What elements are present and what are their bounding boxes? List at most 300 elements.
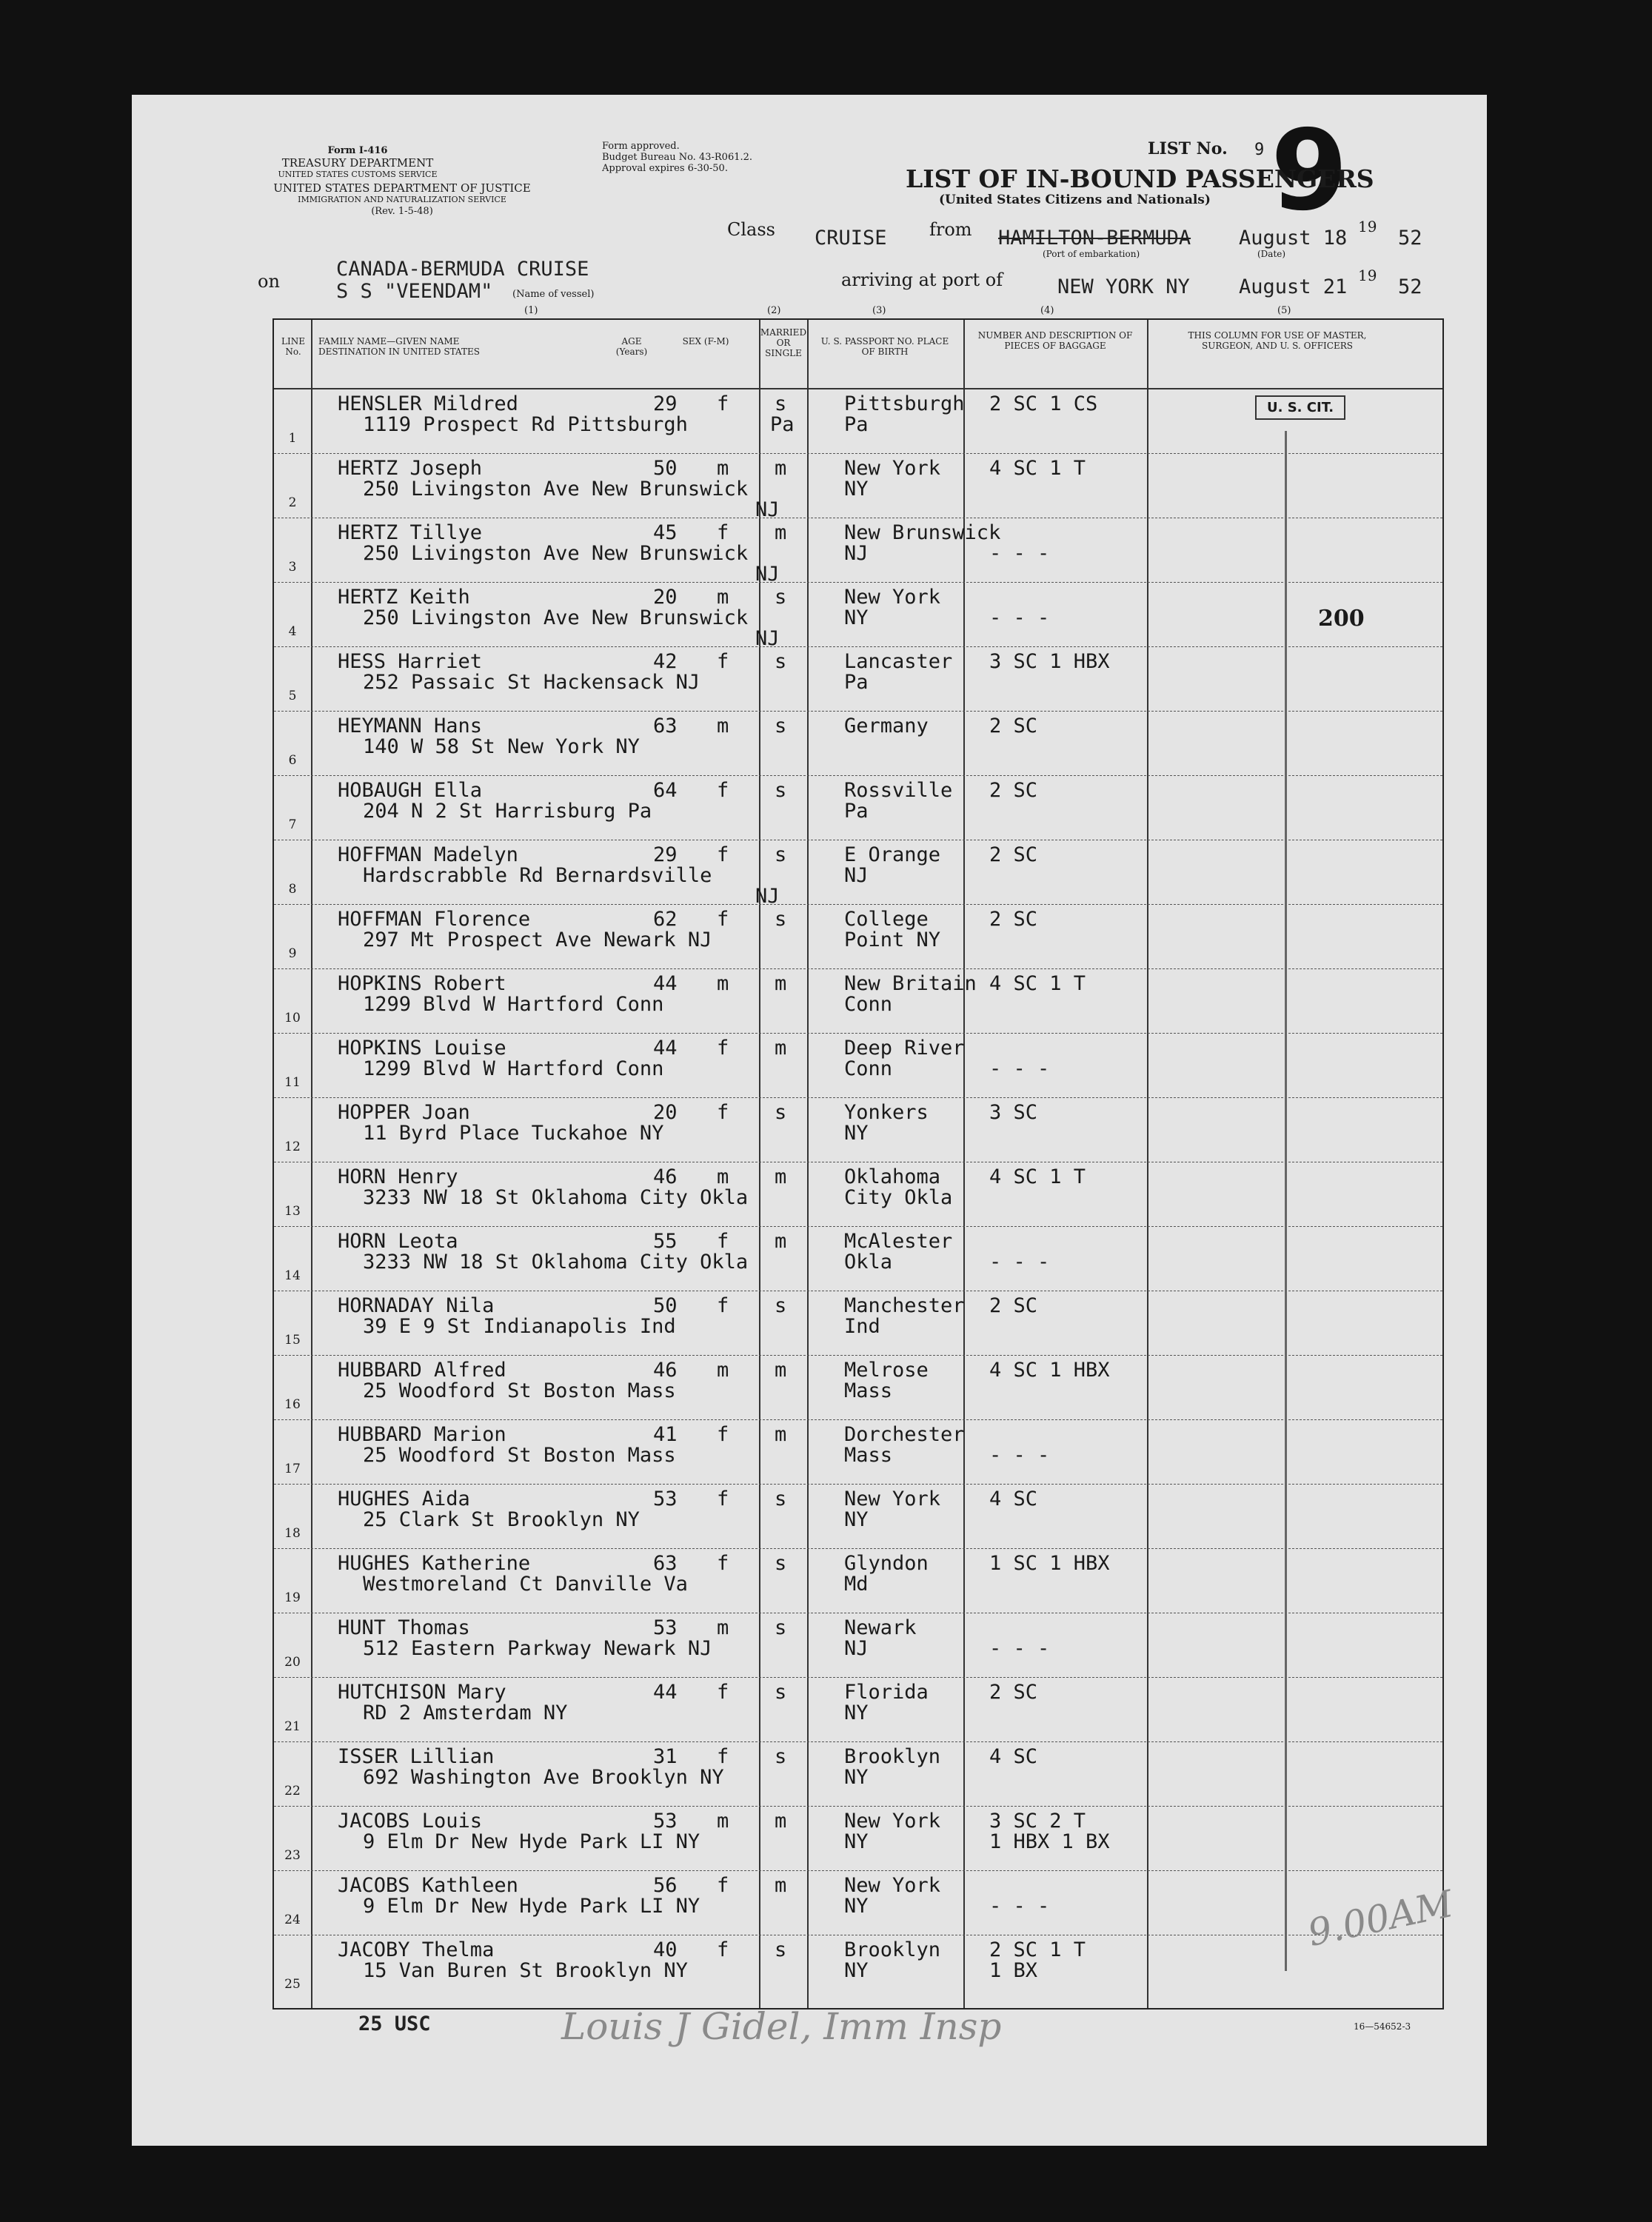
line-number: 23 — [284, 1848, 301, 1863]
passenger-age: 50 — [653, 1294, 678, 1317]
marital-status: m — [775, 1874, 787, 1897]
marital-status: s — [775, 1101, 787, 1124]
table-row — [274, 1162, 1442, 1227]
list-no-label: LIST No. — [1148, 139, 1228, 158]
passenger-name: HUTCHISON Mary — [338, 1681, 506, 1704]
passenger-address: 11 Byrd Place Tuckahoe NY — [363, 1122, 664, 1145]
passenger-name: HUBBARD Alfred — [338, 1359, 506, 1382]
address-continued: NJ — [755, 885, 780, 908]
status-note: Pa — [770, 413, 795, 436]
marital-status: s — [775, 1938, 787, 1961]
place-of-birth-2: NY — [844, 1508, 869, 1531]
passenger-sex: f — [717, 1037, 729, 1060]
passenger-address: 3233 NW 18 St Oklahoma City Okla — [363, 1251, 749, 1274]
manifest-title: LIST OF IN-BOUND PASSENGERS — [906, 164, 1374, 193]
passenger-address: 250 Livingston Ave New Brunswick — [363, 542, 749, 565]
baggage-2: 1 BX — [989, 1959, 1038, 1982]
col-num-1: (1) — [524, 305, 538, 316]
passenger-sex: m — [717, 1616, 729, 1639]
passenger-table — [272, 318, 1457, 2009]
passenger-address: 1299 Blvd W Hartford Conn — [363, 993, 664, 1016]
place-of-birth-2: NY — [844, 1830, 869, 1853]
table-row — [274, 454, 1442, 521]
marital-status: m — [775, 1810, 787, 1833]
marital-status: s — [775, 1552, 787, 1575]
baggage: 2 SC — [989, 1681, 1038, 1704]
passenger-name: JACOBS Kathleen — [338, 1874, 518, 1897]
from-port: HAMILTON-BERMUDA — [998, 227, 1191, 250]
table-row — [274, 840, 1442, 908]
vessel-name: S S "VEENDAM" — [336, 280, 493, 303]
passenger-sex: m — [717, 1810, 729, 1833]
passenger-name: HORN Henry — [338, 1165, 458, 1188]
line-number: 9 — [288, 946, 297, 961]
table-row — [274, 1742, 1442, 1807]
table-row — [274, 1356, 1442, 1420]
passenger-name: HERTZ Tillye — [338, 521, 483, 544]
place-of-birth: Rossville — [844, 779, 953, 802]
place-of-birth-2: NY — [844, 1959, 869, 1982]
place-of-birth-2: Conn — [844, 1057, 893, 1080]
print-code: 16—54652-3 — [1354, 2021, 1411, 2032]
marital-status: m — [775, 1359, 787, 1382]
col-num-3: (3) — [872, 305, 886, 316]
passenger-age: 63 — [653, 715, 678, 737]
place-of-birth-2: Mass — [844, 1444, 893, 1467]
marital-status: m — [775, 521, 787, 544]
line-number: 19 — [284, 1590, 301, 1605]
place-of-birth-2: NY — [844, 1122, 869, 1145]
place-of-birth: Melrose — [844, 1359, 929, 1382]
arrival-port: NEW YORK NY — [1057, 275, 1190, 298]
passenger-age: 46 — [653, 1165, 678, 1188]
table-row — [274, 583, 1442, 650]
line-number: 11 — [284, 1075, 301, 1090]
marital-status: s — [775, 1616, 787, 1639]
passenger-name: HEYMANN Hans — [338, 715, 483, 737]
line-number: 20 — [284, 1655, 301, 1670]
arrival-date: August 21 — [1239, 275, 1348, 298]
customs-service: UNITED STATES CUSTOMS SERVICE — [278, 170, 438, 179]
passenger-name: HORNADAY Nila — [338, 1294, 495, 1317]
marital-status: s — [775, 1745, 787, 1768]
passenger-sex: f — [717, 1874, 729, 1897]
place-of-birth: Dorchester — [844, 1423, 965, 1446]
place-of-birth: Pittsburgh — [844, 392, 965, 415]
passenger-name: HERTZ Keith — [338, 586, 470, 609]
passenger-name: HOFFMAN Florence — [338, 908, 531, 931]
marital-status: s — [775, 1294, 787, 1317]
table-row — [274, 1613, 1442, 1678]
passenger-age: 53 — [653, 1488, 678, 1510]
passenger-address: 512 Eastern Parkway Newark NJ — [363, 1637, 712, 1660]
col-header-baggage: NUMBER AND DESCRIPTION OF PIECES OF BAGGAGE — [977, 330, 1133, 351]
place-of-birth-2: Pa — [844, 800, 869, 823]
place-of-birth: Brooklyn — [844, 1745, 941, 1768]
passenger-address: 25 Woodford St Boston Mass — [363, 1379, 676, 1402]
passenger-age: 53 — [653, 1616, 678, 1639]
marital-status: s — [775, 779, 787, 802]
passenger-name: HUGHES Aida — [338, 1488, 470, 1510]
passenger-age: 42 — [653, 650, 678, 673]
passenger-sex: f — [717, 779, 729, 802]
passenger-sex: f — [717, 1423, 729, 1446]
from-label: from — [929, 219, 972, 240]
place-of-birth: New York — [844, 457, 941, 480]
address-continued: NJ — [755, 498, 780, 521]
total-count: 25 USC — [358, 2012, 431, 2035]
place-of-birth-2: Point NY — [844, 928, 941, 951]
passenger-address: 252 Passaic St Hackensack NJ — [363, 671, 700, 694]
baggage: 2 SC — [989, 779, 1038, 802]
passenger-sex: f — [717, 521, 729, 544]
baggage: 4 SC 1 T — [989, 972, 1086, 995]
passenger-sex: f — [717, 1101, 729, 1124]
manifest-page — [132, 95, 1487, 2146]
col-num-4: (4) — [1040, 305, 1054, 316]
table-row — [274, 647, 1442, 712]
place-of-birth: Newark — [844, 1616, 917, 1639]
line-number: 18 — [284, 1526, 301, 1541]
passenger-name: HORN Leota — [338, 1230, 458, 1253]
line-number: 21 — [284, 1719, 301, 1734]
baggage-2: - - - — [989, 606, 1050, 629]
place-of-birth-2: NJ — [844, 1637, 869, 1660]
list-no-big: 9 — [1271, 107, 1348, 235]
passenger-name: HOFFMAN Madelyn — [338, 843, 518, 866]
passenger-age: 40 — [653, 1938, 678, 1961]
line-number: 5 — [288, 689, 297, 703]
line-number: 16 — [284, 1397, 301, 1412]
passenger-address: 25 Clark St Brooklyn NY — [363, 1508, 640, 1531]
passenger-address: 9 Elm Dr New Hyde Park LI NY — [363, 1895, 700, 1918]
place-of-birth-2: Conn — [844, 993, 893, 1016]
baggage: 4 SC 1 T — [989, 1165, 1086, 1188]
passenger-age: 44 — [653, 1681, 678, 1704]
baggage: 1 SC 1 HBX — [989, 1552, 1110, 1575]
passenger-age: 50 — [653, 457, 678, 480]
place-of-birth: McAlester — [844, 1230, 953, 1253]
place-of-birth: Yonkers — [844, 1101, 929, 1124]
place-of-birth: Glyndon — [844, 1552, 929, 1575]
line-number: 17 — [284, 1462, 301, 1476]
line-number: 1 — [288, 431, 297, 446]
passenger-age: 64 — [653, 779, 678, 802]
line-number: 4 — [288, 624, 297, 639]
passenger-address: 1119 Prospect Rd Pittsburgh — [363, 413, 688, 436]
marital-status: m — [775, 457, 787, 480]
baggage: 2 SC 1 CS — [989, 392, 1098, 415]
line-number: 22 — [284, 1784, 301, 1798]
passenger-age: 46 — [653, 1359, 678, 1382]
passenger-age: 29 — [653, 843, 678, 866]
place-of-birth-2: Pa — [844, 413, 869, 436]
passenger-sex: m — [717, 586, 729, 609]
passenger-name: HOPPER Joan — [338, 1101, 470, 1124]
place-of-birth-2: NY — [844, 1701, 869, 1724]
place-of-birth: Manchester — [844, 1294, 965, 1317]
table-row — [274, 1098, 1442, 1162]
baggage: 2 SC — [989, 1294, 1038, 1317]
manifest-subtitle: (United States Citizens and Nationals) — [939, 193, 1211, 207]
form-revision: (Rev. 1-5-48) — [371, 206, 433, 217]
marital-status: s — [775, 1488, 787, 1510]
marital-status: m — [775, 1165, 787, 1188]
passenger-age: 31 — [653, 1745, 678, 1768]
line-number: 12 — [284, 1140, 301, 1154]
passenger-sex: m — [717, 1359, 729, 1382]
passenger-address: Hardscrabble Rd Bernardsville — [363, 864, 712, 887]
marital-status: s — [775, 1681, 787, 1704]
passenger-address: 250 Livingston Ave New Brunswick — [363, 606, 749, 629]
table-row — [274, 1935, 1442, 2000]
passenger-address: 140 W 58 St New York NY — [363, 735, 640, 758]
marital-status: s — [775, 843, 787, 866]
budget-bureau: Budget Bureau No. 43-R061.2. — [602, 152, 753, 163]
col-header-name: FAMILY NAME—GIVEN NAME DESTINATION IN UNITED STATES — [318, 336, 480, 357]
cruise-name: CANADA-BERMUDA CRUISE — [336, 258, 589, 281]
baggage: 4 SC — [989, 1488, 1038, 1510]
place-of-birth: Lancaster — [844, 650, 953, 673]
form-approved: Form approved. — [602, 141, 680, 152]
place-of-birth: College — [844, 908, 929, 931]
passenger-address: 25 Woodford St Boston Mass — [363, 1444, 676, 1467]
us-citizen-stamp: U. S. CIT. — [1255, 395, 1345, 420]
place-of-birth-2: Pa — [844, 671, 869, 694]
line-number: 24 — [284, 1913, 301, 1927]
place-of-birth-2: NY — [844, 1766, 869, 1789]
passenger-address: 39 E 9 St Indianapolis Ind — [363, 1315, 676, 1338]
passenger-name: HUGHES Katherine — [338, 1552, 531, 1575]
passenger-sex: f — [717, 843, 729, 866]
marital-status: m — [775, 1037, 787, 1060]
place-of-birth: New York — [844, 1810, 941, 1833]
form-number: Form I-416 — [327, 145, 388, 156]
passenger-address: 15 Van Buren St Brooklyn NY — [363, 1959, 688, 1982]
passenger-address: 3233 NW 18 St Oklahoma City Okla — [363, 1186, 749, 1209]
passenger-sex: f — [717, 1938, 729, 1961]
passenger-address: RD 2 Amsterdam NY — [363, 1701, 568, 1724]
passenger-address: 204 N 2 St Harrisburg Pa — [363, 800, 652, 823]
line-number: 10 — [284, 1011, 301, 1025]
baggage: 2 SC — [989, 908, 1038, 931]
from-caption: (Port of embarkation) — [1043, 249, 1140, 259]
baggage-2: 1 HBX 1 BX — [989, 1830, 1110, 1853]
passenger-age: 53 — [653, 1810, 678, 1833]
passenger-age: 55 — [653, 1230, 678, 1253]
baggage-2: - - - — [989, 1444, 1050, 1467]
col-num-5: (5) — [1277, 305, 1291, 316]
place-of-birth-2: Mass — [844, 1379, 893, 1402]
passenger-sex: f — [717, 392, 729, 415]
baggage: 4 SC 1 HBX — [989, 1359, 1110, 1382]
table-row — [274, 1420, 1442, 1485]
place-of-birth-2: NJ — [844, 542, 869, 565]
baggage: 2 SC — [989, 843, 1038, 866]
passenger-address: 692 Washington Ave Brooklyn NY — [363, 1766, 724, 1789]
place-of-birth: New York — [844, 586, 941, 609]
col-header-sex: SEX (F-M) — [682, 336, 729, 347]
place-of-birth-2: Okla — [844, 1251, 893, 1274]
passenger-sex: m — [717, 715, 729, 737]
ins-service: IMMIGRATION AND NATURALIZATION SERVICE — [298, 195, 506, 204]
marital-status: s — [775, 586, 787, 609]
table-row — [274, 1807, 1442, 1871]
passenger-name: HOPKINS Robert — [338, 972, 506, 995]
marital-status: m — [775, 1230, 787, 1253]
line-number: 8 — [288, 882, 297, 897]
justice-dept: UNITED STATES DEPARTMENT OF JUSTICE — [273, 181, 531, 195]
baggage: 2 SC 1 T — [989, 1938, 1086, 1961]
col-header-passport: U. S. PASSPORT NO. PLACE OF BIRTH — [820, 336, 949, 357]
passenger-age: 41 — [653, 1423, 678, 1446]
passenger-name: HOBAUGH Ella — [338, 779, 483, 802]
arriving-label: arriving at port of — [841, 270, 1003, 290]
passenger-sex: m — [717, 1165, 729, 1188]
place-of-birth-2: NJ — [844, 864, 869, 887]
table-row — [274, 1291, 1442, 1356]
form-block — [254, 145, 461, 181]
place-of-birth-2: NY — [844, 1895, 869, 1918]
passenger-address: 1299 Blvd W Hartford Conn — [363, 1057, 664, 1080]
baggage: 3 SC 2 T — [989, 1810, 1086, 1833]
line-number: 14 — [284, 1268, 301, 1283]
line-number: 25 — [284, 1977, 301, 1992]
baggage: 4 SC 1 T — [989, 457, 1086, 480]
from-year-prefix: 19 — [1358, 218, 1377, 235]
baggage: 2 SC — [989, 715, 1038, 737]
passenger-age: 63 — [653, 1552, 678, 1575]
col-header-age: AGE (Years) — [615, 336, 648, 357]
passenger-name: HUNT Thomas — [338, 1616, 470, 1639]
place-of-birth-2: City Okla — [844, 1186, 953, 1209]
marital-status: s — [775, 650, 787, 673]
place-of-birth: New York — [844, 1488, 941, 1510]
table-row — [274, 1227, 1442, 1291]
table-row — [274, 1549, 1442, 1613]
from-date: August 18 — [1239, 227, 1348, 250]
passenger-address: Westmoreland Ct Danville Va — [363, 1573, 688, 1596]
table-row — [274, 776, 1442, 840]
passenger-age: 62 — [653, 908, 678, 931]
place-of-birth: Oklahoma — [844, 1165, 941, 1188]
line-number: 13 — [284, 1204, 301, 1219]
date-caption: (Date) — [1257, 249, 1286, 259]
place-of-birth-2: NY — [844, 606, 869, 629]
passenger-name: JACOBS Louis — [338, 1810, 483, 1833]
line-number: 3 — [288, 560, 297, 575]
table-row — [274, 1034, 1442, 1098]
inspector-signature: Louis J Gidel, Imm Insp — [561, 2005, 1002, 2048]
table-row — [274, 1485, 1442, 1549]
place-of-birth-2: NY — [844, 478, 869, 501]
list-no-small: 9 — [1254, 141, 1265, 159]
place-of-birth-2: Md — [844, 1573, 869, 1596]
baggage: 3 SC 1 HBX — [989, 650, 1110, 673]
passenger-address: 9 Elm Dr New Hyde Park LI NY — [363, 1830, 700, 1853]
table-row — [274, 905, 1442, 969]
passenger-age: 20 — [653, 586, 678, 609]
justice-block — [254, 182, 550, 218]
line-number: 15 — [284, 1333, 301, 1348]
line-number: 6 — [288, 753, 297, 768]
from-year: 52 — [1398, 227, 1422, 250]
passenger-sex: m — [717, 457, 729, 480]
marital-status: s — [775, 908, 787, 931]
baggage-2: - - - — [989, 1637, 1050, 1660]
place-of-birth: Deep River — [844, 1037, 965, 1060]
passenger-name: JACOBY Thelma — [338, 1938, 495, 1961]
address-continued: NJ — [755, 563, 780, 586]
baggage: 3 SC — [989, 1101, 1038, 1124]
class-label: Class — [727, 219, 775, 240]
passenger-age: 29 — [653, 392, 678, 415]
table-row — [274, 969, 1442, 1034]
class-value: CRUISE — [815, 227, 887, 250]
passenger-sex: f — [717, 1230, 729, 1253]
passenger-name: HESS Harriet — [338, 650, 483, 673]
place-of-birth: Florida — [844, 1681, 929, 1704]
passenger-age: 44 — [653, 1037, 678, 1060]
table-row — [274, 1871, 1442, 1935]
approval-expires: Approval expires 6-30-50. — [602, 163, 728, 174]
place-of-birth: E Orange — [844, 843, 941, 866]
baggage-2: - - - — [989, 1895, 1050, 1918]
passenger-sex: m — [717, 972, 729, 995]
vessel-caption: (Name of vessel) — [512, 289, 595, 300]
passenger-age: 45 — [653, 521, 678, 544]
passenger-address: 250 Livingston Ave New Brunswick — [363, 478, 749, 501]
marital-status: m — [775, 972, 787, 995]
marital-status: s — [775, 715, 787, 737]
passenger-sex: f — [717, 1488, 729, 1510]
table-row — [274, 712, 1442, 776]
address-continued: NJ — [755, 627, 780, 650]
col-header-line: LINE No. — [281, 336, 305, 357]
passenger-name: HUBBARD Marion — [338, 1423, 506, 1446]
treasury-dept: TREASURY DEPARTMENT — [281, 156, 434, 170]
time-note: 9.00AM — [1304, 1881, 1457, 1955]
line-number: 7 — [288, 817, 297, 832]
place-of-birth: Germany — [844, 715, 929, 737]
col-num-2: (2) — [767, 305, 781, 316]
approval-block — [602, 141, 752, 174]
passenger-age: 20 — [653, 1101, 678, 1124]
passenger-name: HENSLER Mildred — [338, 392, 518, 415]
officer-note: 200 — [1318, 606, 1365, 632]
passenger-name: HERTZ Joseph — [338, 457, 483, 480]
place-of-birth: New York — [844, 1874, 941, 1897]
passenger-name: ISSER Lillian — [338, 1745, 495, 1768]
marital-status: s — [775, 392, 787, 415]
arrival-year: 52 — [1398, 275, 1422, 298]
line-number: 2 — [288, 495, 297, 510]
passenger-age: 44 — [653, 972, 678, 995]
passenger-age: 56 — [653, 1874, 678, 1897]
col-header-married: MARRIED OR SINGLE — [760, 327, 807, 358]
col-header-officers: THIS COLUMN FOR USE OF MASTER, SURGEON, AND U. S. OFFICERS — [1188, 330, 1367, 351]
on-label: on — [258, 271, 280, 292]
passenger-address: 297 Mt Prospect Ave Newark NJ — [363, 928, 712, 951]
place-of-birth: New Britain — [844, 972, 977, 995]
passenger-sex: f — [717, 1745, 729, 1768]
baggage: 4 SC — [989, 1745, 1038, 1768]
baggage-2: - - - — [989, 1251, 1050, 1274]
passenger-sex: f — [717, 1681, 729, 1704]
passenger-sex: f — [717, 1552, 729, 1575]
passenger-sex: f — [717, 908, 729, 931]
place-of-birth-2: Ind — [844, 1315, 880, 1338]
